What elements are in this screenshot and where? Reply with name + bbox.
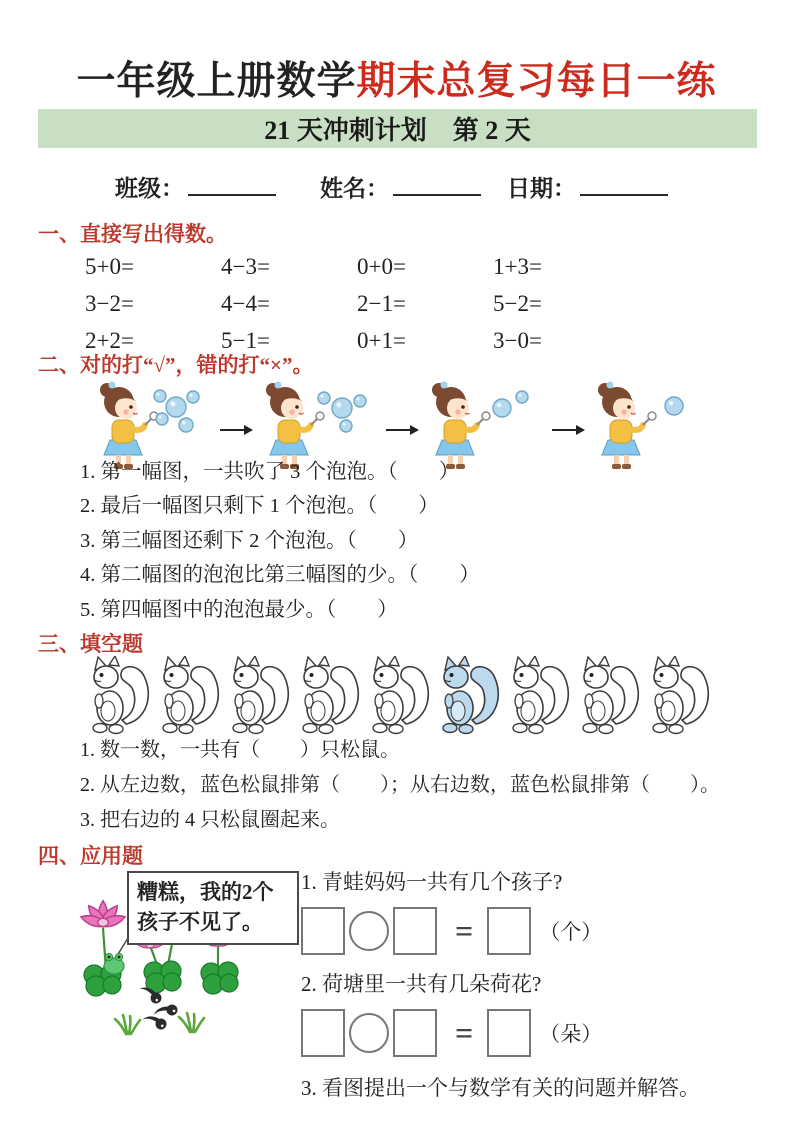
plan-banner bbox=[38, 109, 757, 148]
tadpole bbox=[141, 1015, 167, 1030]
equals-sign: = bbox=[455, 1014, 474, 1051]
grass-tuft bbox=[115, 1015, 140, 1034]
arith-problem[interactable]: 3−2= bbox=[85, 290, 134, 316]
equation-row-1 bbox=[301, 904, 771, 958]
lotus-flower bbox=[79, 901, 126, 930]
date-blank[interactable] bbox=[580, 174, 668, 196]
arith-problem[interactable]: 1+3= bbox=[493, 253, 542, 279]
squirrel-icon bbox=[226, 656, 296, 736]
word-question: 3. 看图提出一个与数学有关的问题并解答。 bbox=[301, 1076, 700, 1100]
result-box[interactable] bbox=[487, 907, 531, 955]
info-fields bbox=[0, 170, 793, 204]
arith-row bbox=[85, 285, 725, 322]
grass-tuft bbox=[179, 1013, 204, 1032]
statement-line[interactable]: 3. 第三幅图还剩下 2 个泡泡。（ ） bbox=[80, 529, 419, 552]
arithmetic-grid bbox=[85, 248, 725, 359]
arith-problem[interactable]: 5−2= bbox=[493, 290, 542, 316]
fill-in-questions bbox=[80, 733, 720, 837]
arith-problem[interactable]: 0+1= bbox=[357, 327, 406, 353]
arrow-icon bbox=[550, 380, 586, 472]
section-one-heading: 一、直接写出得数。 bbox=[38, 222, 227, 246]
name-label: 姓名： bbox=[320, 176, 389, 201]
class-label: 班级： bbox=[115, 176, 184, 201]
word-problems-column bbox=[301, 866, 771, 1102]
number-box[interactable] bbox=[393, 907, 437, 955]
class-field bbox=[115, 170, 276, 203]
section-two-heading: 二、对的打“√”，错的打“×”。 bbox=[38, 353, 314, 377]
squirrel-icon bbox=[156, 656, 226, 736]
unit-label: （朵） bbox=[539, 1022, 603, 1046]
arith-problem[interactable]: 5+0= bbox=[85, 253, 134, 279]
statement-line[interactable]: 4. 第二幅图的泡泡比第三幅图的少。（ ） bbox=[80, 564, 480, 587]
squirrel-row bbox=[86, 656, 716, 736]
frog-speech-bubble bbox=[127, 871, 299, 945]
arith-problem[interactable]: 2+2= bbox=[85, 327, 134, 353]
statement-line[interactable]: 5. 第四幅图中的泡泡最少。（ ） bbox=[80, 598, 398, 621]
blue-squirrel-icon bbox=[436, 656, 506, 736]
date-label: 日期： bbox=[507, 176, 576, 201]
speech-text: 糟糕，我的2个孩子不见了。 bbox=[137, 880, 274, 935]
class-blank[interactable] bbox=[188, 174, 276, 196]
title-black-part: 一年级上册数学 bbox=[76, 60, 357, 103]
squirrel-icon bbox=[86, 656, 156, 736]
unit-label: （个） bbox=[539, 920, 603, 944]
number-box[interactable] bbox=[301, 1009, 345, 1057]
fill-question-line[interactable]: 2. 从左边数，蓝色松鼠排第（ ）；从右边数，蓝色松鼠排第（ ）。 bbox=[80, 773, 720, 796]
operator-circle[interactable] bbox=[349, 1013, 389, 1053]
squirrel-icon bbox=[366, 656, 436, 736]
fill-question-line[interactable]: 3. 把右边的 4 只松鼠圈起来。 bbox=[80, 808, 340, 831]
lily-pad bbox=[201, 962, 238, 994]
number-box[interactable] bbox=[393, 1009, 437, 1057]
word-question: 2. 荷塘里一共有几朵荷花? bbox=[301, 972, 542, 996]
bubble-girl-illustration bbox=[586, 380, 716, 472]
banner-text: 21 天冲刺计划 第 2 天 bbox=[264, 116, 531, 145]
arith-problem[interactable]: 2−1= bbox=[357, 290, 406, 316]
arith-problem[interactable]: 3−0= bbox=[493, 327, 542, 353]
date-field bbox=[507, 170, 668, 203]
statement-line[interactable]: 2. 最后一幅图只剩下 1 个泡泡。（ ） bbox=[80, 495, 439, 518]
word-question: 1. 青蛙妈妈一共有几个孩子? bbox=[301, 870, 563, 894]
section-four-heading: 四、应用题 bbox=[38, 844, 143, 868]
arith-problem[interactable]: 4−4= bbox=[221, 290, 270, 316]
arith-problem[interactable]: 0+0= bbox=[357, 253, 406, 279]
name-blank[interactable] bbox=[393, 174, 481, 196]
mother-frog bbox=[104, 953, 124, 974]
number-box[interactable] bbox=[301, 907, 345, 955]
equals-sign: = bbox=[455, 912, 474, 949]
arith-problem[interactable]: 5−1= bbox=[221, 327, 270, 353]
equation-row-2 bbox=[301, 1006, 771, 1060]
squirrel-icon bbox=[296, 656, 366, 736]
section-three-heading: 三、填空题 bbox=[38, 632, 143, 656]
fill-question-line[interactable]: 1. 数一数，一共有（ ）只松鼠。 bbox=[80, 739, 400, 761]
result-box[interactable] bbox=[487, 1009, 531, 1057]
lily-pad bbox=[144, 961, 181, 993]
arith-problem[interactable]: 4−3= bbox=[221, 253, 270, 279]
name-field bbox=[320, 170, 481, 203]
squirrel-icon bbox=[646, 656, 716, 736]
true-false-statements bbox=[80, 455, 480, 627]
squirrel-icon bbox=[576, 656, 646, 736]
statement-line[interactable]: 1. 第一幅图，一共吹了 3 个泡泡。（ ） bbox=[80, 461, 460, 483]
page-title bbox=[0, 50, 793, 106]
title-red-part: 期末总复习每日一练 bbox=[356, 60, 717, 103]
squirrel-icon bbox=[506, 656, 576, 736]
arith-row bbox=[85, 248, 725, 285]
operator-circle[interactable] bbox=[349, 911, 389, 951]
